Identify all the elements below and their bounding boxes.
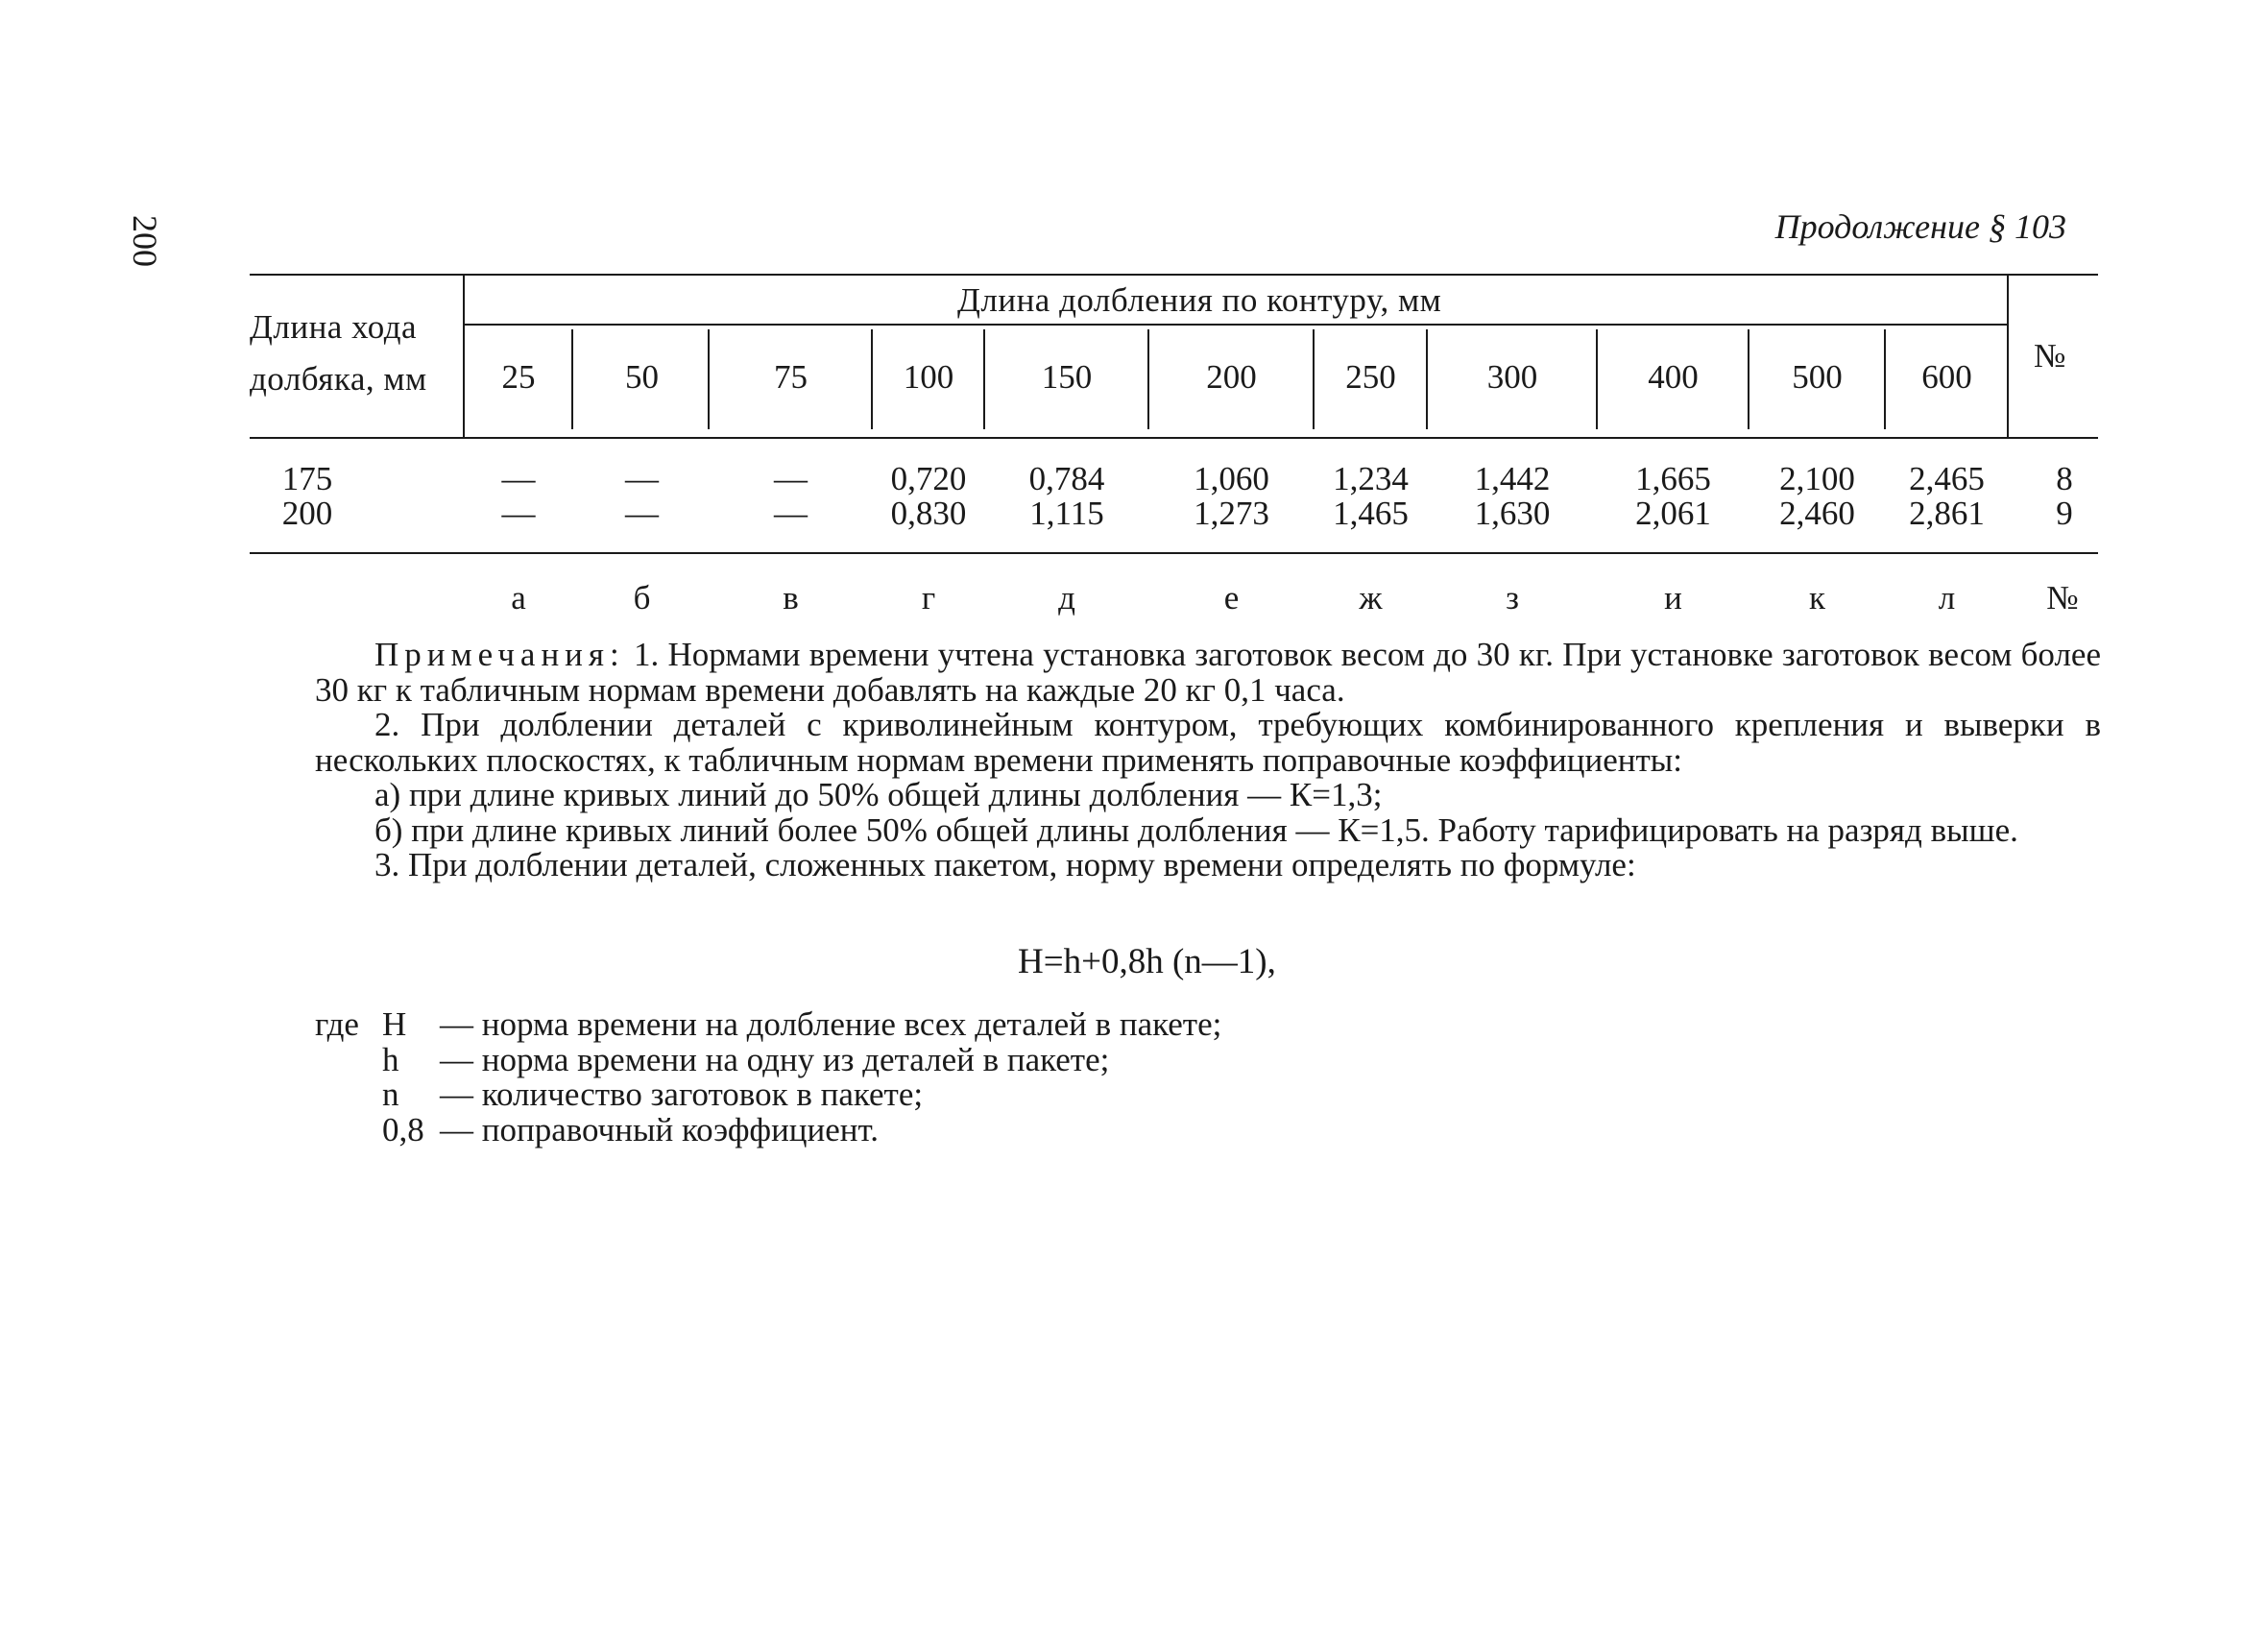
col-divider — [1884, 329, 1886, 429]
table-cell: 2,460 — [1779, 495, 1855, 532]
col-divider — [871, 329, 873, 429]
legend-symbol: Н — [382, 1005, 407, 1043]
col-divider — [1426, 329, 1428, 429]
table-cell: 0,784 — [1028, 460, 1105, 497]
table-cell: — — [501, 495, 536, 532]
row-header-line2: долбяка, мм — [250, 360, 427, 398]
column-letter: а — [511, 579, 526, 616]
column-header: 500 — [1792, 358, 1843, 396]
table-row-stroke: 200 — [281, 495, 333, 532]
legend-symbol: 0,8 — [382, 1110, 424, 1148]
table-cell: 1,630 — [1474, 495, 1551, 532]
table-cell: 1,060 — [1194, 460, 1269, 497]
legend-row — [315, 1077, 1221, 1113]
column-letter: к — [1808, 579, 1825, 616]
note-3: 3. При долблении деталей, сложенных пакетом, норму времени определять по формуле: — [374, 846, 1636, 883]
table-cell: 1,115 — [1029, 495, 1104, 532]
row-header-line1: Длина хода — [250, 308, 418, 346]
table-cell: 1,273 — [1194, 495, 1269, 532]
table-row-no: 8 — [2056, 460, 2073, 497]
column-header: 150 — [1041, 358, 1093, 396]
column-header: 100 — [903, 358, 954, 396]
note-1-text: 1. Нормами времени учтена установка заготовок весом до 30 кг. При установке заготовок весом более 30 кг к табличным нормам времени добавлять на каждые 20 кг 0,1 часа. — [315, 636, 2102, 709]
col-divider — [983, 329, 985, 429]
column-letter: д — [1058, 579, 1075, 616]
page-number: 200 — [126, 215, 164, 267]
column-header: 300 — [1486, 358, 1538, 396]
header-bottom-rule — [250, 437, 2098, 439]
table-bottom-rule — [250, 552, 2098, 554]
table-cell: 2,861 — [1909, 495, 1985, 532]
column-header: 200 — [1206, 358, 1257, 396]
column-header: 25 — [501, 358, 536, 396]
col-divider — [708, 329, 710, 429]
legend-row — [315, 1007, 1221, 1043]
table-cell: — — [774, 495, 808, 532]
notes-title: Примечания: — [374, 636, 625, 673]
table-cell: 0,830 — [890, 495, 967, 532]
column-header: 600 — [1921, 358, 1972, 396]
column-header: 400 — [1648, 358, 1699, 396]
col-divider — [1147, 329, 1149, 429]
column-letter: в — [783, 579, 799, 616]
table-top-rule — [250, 274, 2098, 276]
legend-lead-empty — [315, 1113, 382, 1148]
legend-lead-empty — [315, 1077, 382, 1113]
legend-text: — норма времени на одну из деталей в пакете; — [440, 1040, 1110, 1078]
table-cell: — — [625, 495, 659, 532]
column-header: 250 — [1345, 358, 1396, 396]
no-column-divider — [2007, 274, 2009, 437]
legend-row — [315, 1110, 1221, 1148]
col-divider — [1313, 329, 1315, 429]
col-divider — [1596, 329, 1598, 429]
col-divider — [571, 329, 573, 429]
continuation-title: Продолжение § 103 — [1774, 207, 2066, 246]
table-cell: — — [501, 460, 536, 497]
group-header-rule — [463, 324, 2007, 326]
column-letter: и — [1664, 579, 1682, 616]
column-letter: л — [1938, 579, 1956, 616]
table-cell: 0,720 — [890, 460, 967, 497]
table-cell: 2,061 — [1635, 495, 1711, 532]
column-letter: ж — [1359, 579, 1383, 616]
note-2a: а) при длине кривых линий до 50% общей длины долбления — К=1,3; — [374, 776, 1383, 813]
legend-lead-empty — [315, 1043, 382, 1078]
table-cell: — — [625, 460, 659, 497]
col-divider — [1748, 329, 1749, 429]
no-column-header: № — [2034, 337, 2066, 375]
column-letter-no: № — [2046, 579, 2079, 616]
column-letter: г — [921, 579, 936, 616]
formula: Н=h+0,8h (n—1), — [1018, 942, 1276, 981]
column-letter: б — [633, 579, 651, 616]
legend-text: — количество заготовок в пакете; — [440, 1076, 924, 1113]
table-cell: 1,234 — [1333, 460, 1409, 497]
table-cell: 1,465 — [1333, 495, 1409, 532]
notes-block — [315, 638, 2101, 883]
column-letter: е — [1223, 579, 1240, 616]
table-row-stroke: 175 — [281, 460, 333, 497]
table-cell: 2,100 — [1779, 460, 1855, 497]
column-letter: з — [1506, 579, 1519, 616]
note-2b: б) при длине кривых линий более 50% общей длины долбления — К=1,5. Работу тарифицировать на разряд выше. — [374, 810, 2018, 849]
legend-symbol: h — [382, 1040, 399, 1078]
legend-row — [315, 1040, 1221, 1078]
table-cell: 1,442 — [1474, 460, 1551, 497]
legend-symbol: n — [382, 1076, 399, 1113]
formula-legend — [315, 1007, 1221, 1148]
legend-text: — норма времени на долбление всех деталей в пакете; — [440, 1005, 1222, 1043]
column-header: 50 — [625, 358, 659, 396]
column-header: 75 — [774, 358, 808, 396]
group-header: Длина долбления по контуру, мм — [957, 281, 1442, 319]
table-cell: 1,665 — [1635, 460, 1711, 497]
table-cell: 2,465 — [1909, 460, 1985, 497]
table-cell: — — [774, 460, 808, 497]
note-1 — [315, 638, 2101, 708]
legend-text: — поправочный коэффициент. — [440, 1110, 879, 1148]
table-row-no: 9 — [2056, 495, 2073, 532]
legend-lead: где — [315, 1005, 359, 1043]
row-header-divider — [463, 274, 465, 437]
note-2: 2. При долблении деталей с криволинейным контуром, требующих комбинированного крепления и выверки в нескольких плоскостях, к табличным нормам времени применять поправочные коэффициенты: — [315, 706, 2101, 779]
